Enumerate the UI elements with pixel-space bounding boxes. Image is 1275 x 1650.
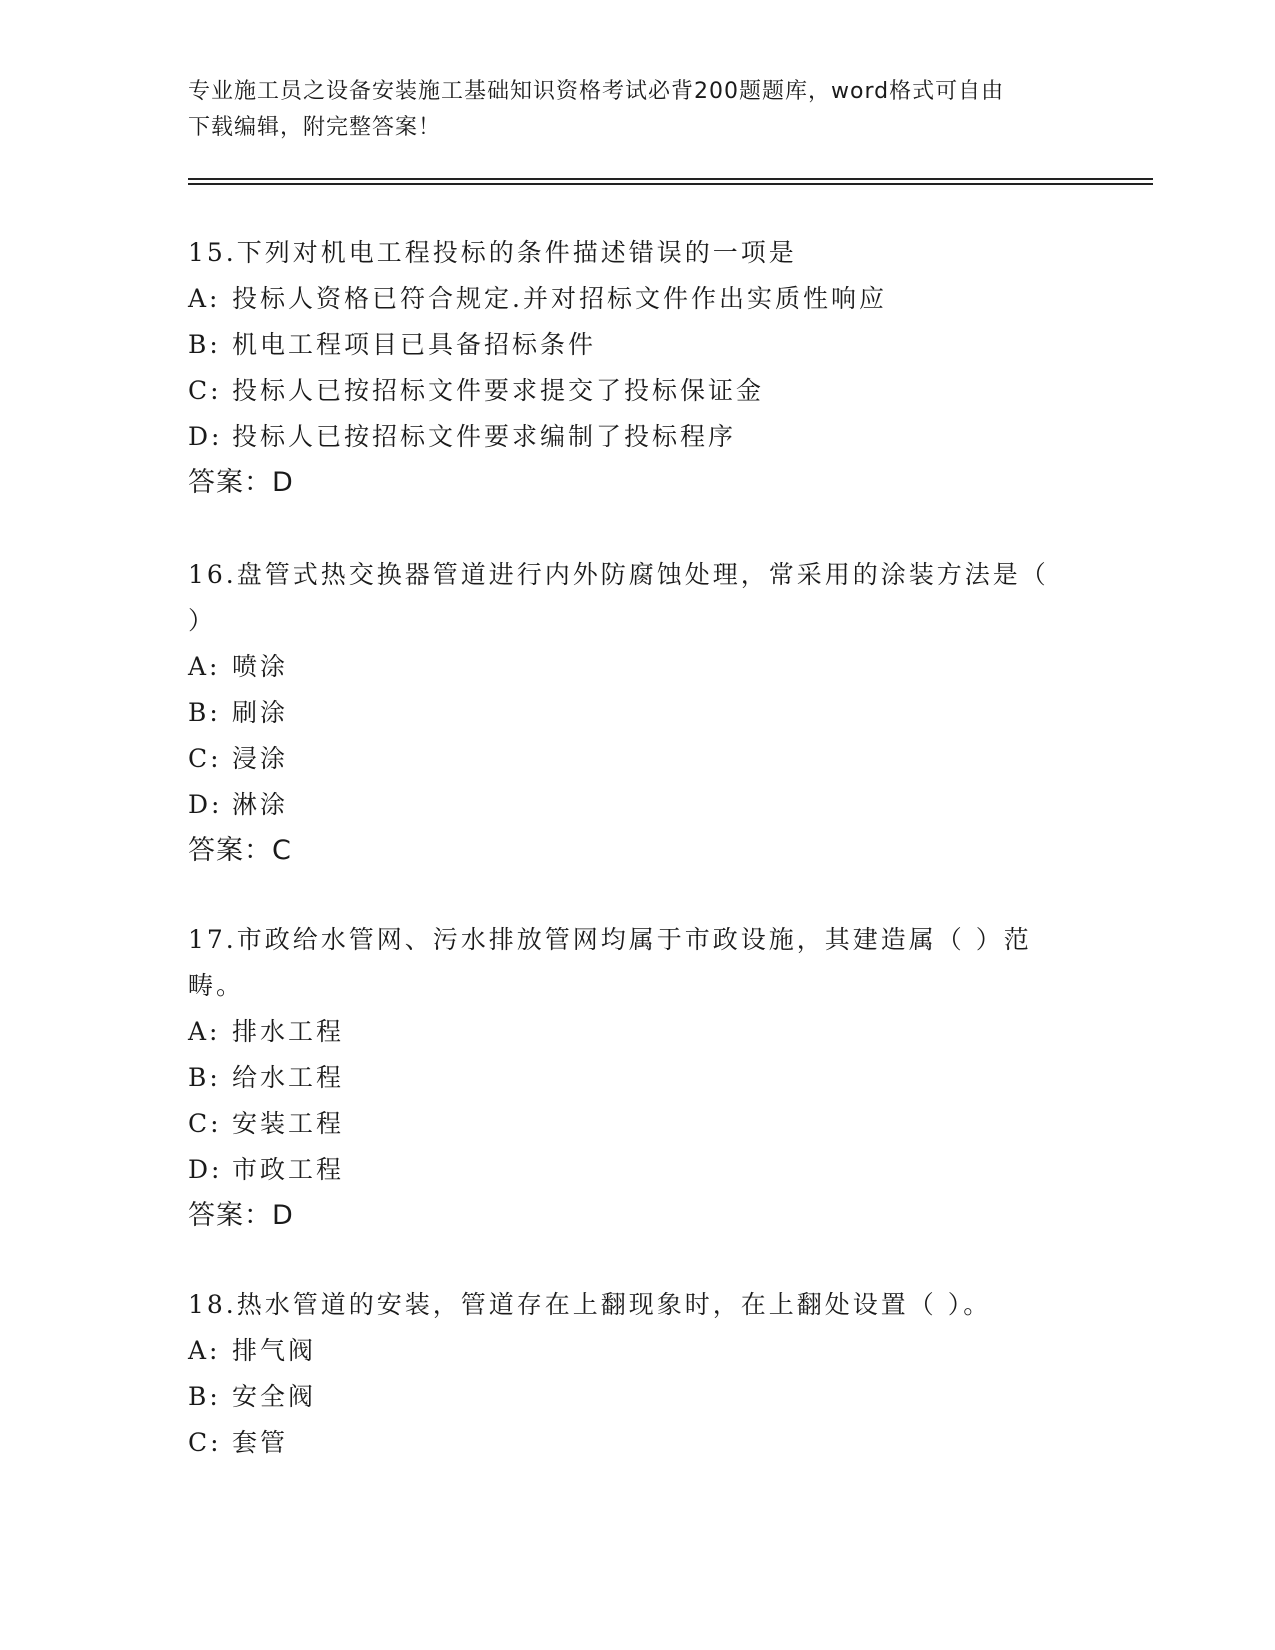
question-stem-continued: ） <box>188 606 217 635</box>
option-text: 市政工程 <box>232 1155 345 1184</box>
option-d <box>188 1147 1088 1193</box>
option-key: A: <box>188 652 221 681</box>
option-c <box>188 1101 1088 1147</box>
option-text: 喷涂 <box>232 652 289 681</box>
option-d <box>188 782 1088 828</box>
option-text: 投标人已按招标文件要求提交了投标保证金 <box>232 376 765 405</box>
option-text: 淋涂 <box>232 790 289 819</box>
option-a <box>188 1328 1088 1374</box>
option-b <box>188 690 1088 736</box>
option-text: 套管 <box>232 1428 289 1457</box>
question-stem: 18.热水管道的安装，管道存在上翻现象时，在上翻处设置（ ）。 <box>188 1290 992 1319</box>
option-b <box>188 1055 1088 1101</box>
option-b <box>188 322 1088 368</box>
question-15 <box>188 230 1088 506</box>
option-a <box>188 644 1088 690</box>
option-text: 浸涂 <box>232 744 289 773</box>
option-a <box>188 276 1088 322</box>
question-stem: 17.市政给水管网、污水排放管网均属于市政设施，其建造属（ ）范 <box>188 925 1032 954</box>
header-divider-top <box>188 178 1153 180</box>
question-stem: 15.下列对机电工程投标的条件描述错误的一项是 <box>188 238 797 267</box>
document-header <box>188 74 1068 146</box>
option-text: 机电工程项目已具备招标条件 <box>232 330 597 359</box>
answer-text: 答案：C <box>188 835 292 866</box>
answer-text: 答案：D <box>188 467 294 498</box>
option-key: C: <box>188 1428 222 1457</box>
option-text: 投标人资格已符合规定.并对招标文件作出实质性响应 <box>232 284 887 313</box>
option-d <box>188 414 1088 460</box>
option-b <box>188 1374 1088 1420</box>
option-a <box>188 1009 1088 1055</box>
option-key: D: <box>188 422 223 451</box>
option-text: 排气阀 <box>232 1336 317 1365</box>
header-line-1: 专业施工员之设备安装施工基础知识资格考试必背200题题库，word格式可自由 <box>188 79 1005 104</box>
option-text: 给水工程 <box>232 1063 345 1092</box>
option-key: B: <box>188 1063 221 1092</box>
option-text: 排水工程 <box>232 1017 345 1046</box>
option-text: 投标人已按招标文件要求编制了投标程序 <box>232 422 737 451</box>
question-stem: 16.盘管式热交换器管道进行内外防腐蚀处理，常采用的涂装方法是（ <box>188 560 1049 589</box>
option-key: D: <box>188 1155 223 1184</box>
option-text: 刷涂 <box>232 698 289 727</box>
option-c <box>188 736 1088 782</box>
option-key: B: <box>188 330 221 359</box>
option-key: A: <box>188 284 221 313</box>
answer-text: 答案：D <box>188 1200 294 1231</box>
option-text: 安装工程 <box>232 1109 345 1138</box>
header-line-2: 下载编辑，附完整答案！ <box>188 115 442 140</box>
option-key: C: <box>188 376 222 405</box>
question-18 <box>188 1282 1088 1466</box>
option-key: A: <box>188 1336 221 1365</box>
option-c <box>188 1420 1088 1466</box>
option-key: A: <box>188 1017 221 1046</box>
question-17 <box>188 917 1088 1239</box>
option-key: D: <box>188 790 223 819</box>
option-key: B: <box>188 698 221 727</box>
option-text: 安全阀 <box>232 1382 317 1411</box>
question-stem-continued: 畴。 <box>188 971 245 1000</box>
option-key: C: <box>188 1109 222 1138</box>
header-divider-bottom <box>188 183 1153 185</box>
option-c <box>188 368 1088 414</box>
question-16 <box>188 552 1088 874</box>
option-key: C: <box>188 744 222 773</box>
option-key: B: <box>188 1382 221 1411</box>
